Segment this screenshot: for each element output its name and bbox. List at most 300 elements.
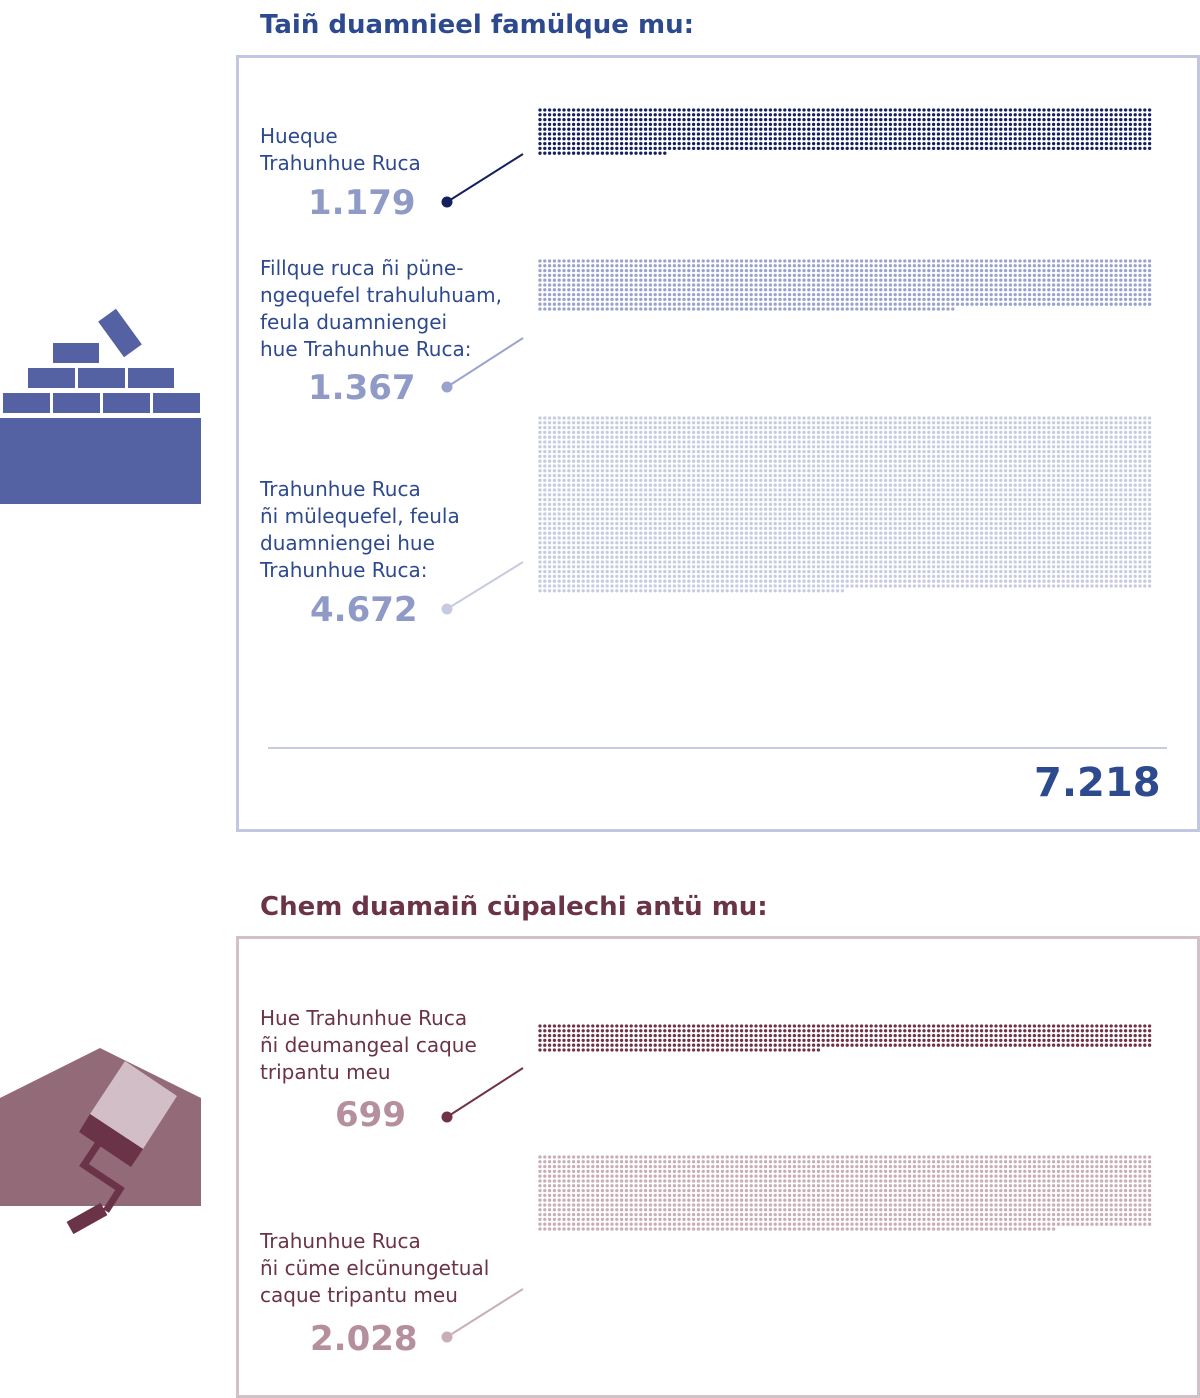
dot	[745, 421, 748, 424]
dot	[1052, 279, 1055, 282]
dot	[990, 455, 993, 458]
dot	[812, 137, 815, 140]
dot	[836, 123, 839, 126]
dot	[764, 431, 767, 434]
dot	[711, 113, 714, 116]
dot	[1095, 288, 1098, 291]
dot	[692, 498, 695, 501]
dot	[1014, 498, 1017, 501]
dot	[1086, 484, 1089, 487]
dot	[970, 474, 973, 477]
dot	[711, 259, 714, 262]
dot	[721, 118, 724, 121]
dot	[802, 298, 805, 301]
dot	[918, 460, 921, 463]
dot	[870, 259, 873, 262]
dot	[1100, 503, 1103, 506]
dot	[994, 503, 997, 506]
section1-title: Taiñ duamnieel famülque mu:	[260, 10, 694, 40]
dot	[985, 283, 988, 286]
dot	[1138, 450, 1141, 453]
dot	[716, 436, 719, 439]
dot	[711, 137, 714, 140]
dot	[1057, 298, 1060, 301]
dot	[817, 303, 820, 306]
dot	[764, 503, 767, 506]
dot	[946, 307, 949, 310]
dot	[615, 479, 618, 482]
dot	[548, 123, 551, 126]
dot	[922, 118, 925, 121]
dot	[1009, 113, 1012, 116]
dot	[970, 293, 973, 296]
dot	[1023, 137, 1026, 140]
dot	[1018, 269, 1021, 272]
dot	[591, 128, 594, 131]
dot	[918, 416, 921, 419]
dot	[769, 307, 772, 310]
value-s2-1: 2.028	[310, 1319, 418, 1359]
dot	[639, 288, 642, 291]
dot	[975, 137, 978, 140]
dot	[783, 503, 786, 506]
dot	[553, 460, 556, 463]
dot	[735, 421, 738, 424]
dot	[812, 259, 815, 262]
dot	[769, 484, 772, 487]
dot	[553, 118, 556, 121]
dot	[543, 288, 546, 291]
dot	[1071, 479, 1074, 482]
dot	[1009, 283, 1012, 286]
dot	[634, 259, 637, 262]
dot	[908, 488, 911, 491]
dot	[730, 440, 733, 443]
dot	[831, 108, 834, 111]
dot	[874, 307, 877, 310]
dot	[1033, 132, 1036, 135]
dot	[913, 137, 916, 140]
dot	[1038, 426, 1041, 429]
dot	[716, 303, 719, 306]
dot	[759, 132, 762, 135]
dot	[668, 421, 671, 424]
dot	[706, 288, 709, 291]
dot	[634, 488, 637, 491]
dot	[894, 269, 897, 272]
dot	[668, 293, 671, 296]
dot	[1042, 460, 1045, 463]
dot	[1062, 503, 1065, 506]
dot	[1052, 123, 1055, 126]
dot	[870, 118, 873, 121]
dot	[1028, 137, 1031, 140]
dot	[1129, 303, 1132, 306]
dot	[927, 259, 930, 262]
dot	[1038, 416, 1041, 419]
dot	[1143, 436, 1146, 439]
dot	[1105, 431, 1108, 434]
dot	[634, 279, 637, 282]
dot	[903, 137, 906, 140]
dot	[721, 421, 724, 424]
dot	[918, 303, 921, 306]
dot	[577, 426, 580, 429]
dot	[735, 307, 738, 310]
dot	[538, 142, 541, 145]
dot	[798, 298, 801, 301]
dot	[586, 113, 589, 116]
dot	[994, 479, 997, 482]
dot	[798, 132, 801, 135]
dot	[961, 108, 964, 111]
dot	[558, 132, 561, 135]
dot	[812, 426, 815, 429]
dot	[769, 426, 772, 429]
dot	[745, 118, 748, 121]
dot	[702, 123, 705, 126]
dot	[764, 484, 767, 487]
dot	[802, 440, 805, 443]
dot	[1124, 128, 1127, 131]
dot	[889, 484, 892, 487]
dot	[932, 259, 935, 262]
dot	[620, 118, 623, 121]
dot	[1134, 469, 1137, 472]
dot	[1071, 503, 1074, 506]
dot	[994, 303, 997, 306]
dot	[553, 464, 556, 467]
dot	[634, 469, 637, 472]
dot	[1047, 431, 1050, 434]
dot	[1066, 269, 1069, 272]
dot	[1100, 283, 1103, 286]
dot	[855, 464, 858, 467]
dot	[850, 421, 853, 424]
dot	[846, 488, 849, 491]
dot	[975, 488, 978, 491]
dot	[970, 464, 973, 467]
dot	[740, 142, 743, 145]
dot	[860, 113, 863, 116]
dot	[1009, 128, 1012, 131]
dot	[913, 436, 916, 439]
dot	[826, 283, 829, 286]
dot	[553, 132, 556, 135]
dot	[990, 123, 993, 126]
dot	[553, 279, 556, 282]
dot	[582, 152, 585, 155]
dot	[922, 464, 925, 467]
dot	[562, 147, 565, 150]
dot	[822, 274, 825, 277]
dot	[1143, 464, 1146, 467]
dot	[807, 421, 810, 424]
dot	[1018, 426, 1021, 429]
dot	[802, 426, 805, 429]
dot	[745, 137, 748, 140]
dot	[913, 450, 916, 453]
dot	[865, 283, 868, 286]
dot	[846, 450, 849, 453]
dot	[918, 469, 921, 472]
dot	[538, 303, 541, 306]
dot	[783, 288, 786, 291]
dot	[946, 274, 949, 277]
dot	[942, 440, 945, 443]
dot	[874, 118, 877, 121]
dot	[745, 264, 748, 267]
dot	[783, 108, 786, 111]
dot	[1062, 264, 1065, 267]
dot	[951, 147, 954, 150]
dot	[577, 503, 580, 506]
dot	[817, 132, 820, 135]
dot	[836, 416, 839, 419]
dot	[1095, 279, 1098, 282]
dot	[1066, 469, 1069, 472]
dot	[1004, 108, 1007, 111]
dot	[961, 450, 964, 453]
dot	[774, 436, 777, 439]
dot	[956, 113, 959, 116]
dot	[610, 488, 613, 491]
dot	[774, 137, 777, 140]
dot	[538, 132, 541, 135]
dot	[1134, 137, 1137, 140]
dot	[644, 259, 647, 262]
dot	[750, 279, 753, 282]
dot	[562, 469, 565, 472]
dot	[610, 503, 613, 506]
dot	[553, 108, 556, 111]
dot	[548, 108, 551, 111]
dot	[1018, 431, 1021, 434]
dot	[970, 498, 973, 501]
dot	[937, 479, 940, 482]
dot	[802, 128, 805, 131]
dot	[966, 431, 969, 434]
dot	[553, 503, 556, 506]
dot	[1014, 431, 1017, 434]
dot	[596, 274, 599, 277]
dot	[663, 484, 666, 487]
dot	[572, 464, 575, 467]
dot	[706, 450, 709, 453]
dot	[946, 436, 949, 439]
dot	[807, 298, 810, 301]
dot	[711, 279, 714, 282]
dot	[798, 307, 801, 310]
dot	[831, 298, 834, 301]
dot	[999, 142, 1002, 145]
dot	[783, 293, 786, 296]
dot	[769, 479, 772, 482]
dot	[1062, 108, 1065, 111]
dot	[730, 137, 733, 140]
dot	[692, 469, 695, 472]
dot	[870, 147, 873, 150]
dot	[956, 484, 959, 487]
dot	[994, 269, 997, 272]
dot	[562, 498, 565, 501]
dot	[874, 503, 877, 506]
dot	[553, 484, 556, 487]
dot	[1095, 464, 1098, 467]
dot	[702, 488, 705, 491]
dot	[687, 474, 690, 477]
dot	[966, 123, 969, 126]
dot	[558, 450, 561, 453]
dot	[884, 123, 887, 126]
dot	[682, 137, 685, 140]
dot	[1114, 269, 1117, 272]
dot	[778, 503, 781, 506]
dot	[639, 498, 642, 501]
dot	[687, 421, 690, 424]
dot	[702, 421, 705, 424]
dot	[994, 426, 997, 429]
dot	[1004, 426, 1007, 429]
dot	[1110, 259, 1113, 262]
dot	[985, 421, 988, 424]
dot	[687, 132, 690, 135]
dot	[865, 484, 868, 487]
dot	[706, 493, 709, 496]
dot	[663, 113, 666, 116]
dot	[1129, 298, 1132, 301]
dot	[990, 488, 993, 491]
dot	[1033, 460, 1036, 463]
dot	[548, 118, 551, 121]
dot	[1042, 274, 1045, 277]
dot	[543, 269, 546, 272]
dot	[1042, 479, 1045, 482]
dot	[1105, 279, 1108, 282]
dot	[937, 488, 940, 491]
dot	[1095, 421, 1098, 424]
dot	[663, 445, 666, 448]
dot	[654, 152, 657, 155]
dot	[1129, 293, 1132, 296]
dot	[860, 426, 863, 429]
dot	[774, 288, 777, 291]
dot	[798, 279, 801, 282]
dot	[1110, 123, 1113, 126]
dot	[639, 440, 642, 443]
dot	[1076, 436, 1079, 439]
dot	[572, 421, 575, 424]
dot	[692, 440, 695, 443]
dot	[553, 293, 556, 296]
dot	[1014, 113, 1017, 116]
dot	[865, 436, 868, 439]
dot	[1095, 142, 1098, 145]
dot	[822, 142, 825, 145]
dot	[639, 450, 642, 453]
dot	[831, 484, 834, 487]
dot	[582, 479, 585, 482]
dot	[726, 269, 729, 272]
dot	[1033, 137, 1036, 140]
dot	[735, 108, 738, 111]
dot	[543, 132, 546, 135]
dot	[625, 479, 628, 482]
dot	[562, 426, 565, 429]
dot	[596, 479, 599, 482]
dot	[649, 108, 652, 111]
dot	[1143, 440, 1146, 443]
dot	[610, 137, 613, 140]
dot	[870, 474, 873, 477]
dot	[706, 113, 709, 116]
dot	[1119, 123, 1122, 126]
dot	[706, 264, 709, 267]
dot	[961, 469, 964, 472]
dot	[807, 293, 810, 296]
dot	[1119, 426, 1122, 429]
dot	[1134, 450, 1137, 453]
dot	[726, 488, 729, 491]
dot	[841, 445, 844, 448]
dot	[956, 416, 959, 419]
dot	[879, 259, 882, 262]
dot	[1038, 436, 1041, 439]
dot	[1042, 440, 1045, 443]
dot	[711, 288, 714, 291]
dot	[663, 460, 666, 463]
dot	[1143, 283, 1146, 286]
dot	[826, 123, 829, 126]
dot	[798, 493, 801, 496]
dot	[802, 479, 805, 482]
dot	[591, 431, 594, 434]
dot	[1028, 118, 1031, 121]
dot	[946, 147, 949, 150]
dot	[1090, 279, 1093, 282]
dot	[898, 445, 901, 448]
dot	[836, 426, 839, 429]
dot	[783, 455, 786, 458]
dot	[634, 464, 637, 467]
dot	[884, 298, 887, 301]
dot	[601, 474, 604, 477]
dot	[553, 128, 556, 131]
dot	[1114, 421, 1117, 424]
dot	[865, 421, 868, 424]
dot	[855, 269, 858, 272]
dot	[1018, 503, 1021, 506]
dot	[668, 460, 671, 463]
dot	[658, 293, 661, 296]
dot	[903, 469, 906, 472]
dot	[1081, 493, 1084, 496]
dot	[836, 128, 839, 131]
dot	[1057, 493, 1060, 496]
dot	[894, 455, 897, 458]
dot	[591, 108, 594, 111]
dot	[831, 421, 834, 424]
dot	[1105, 288, 1108, 291]
dot	[913, 431, 916, 434]
dot	[663, 474, 666, 477]
dot	[778, 288, 781, 291]
dot	[663, 108, 666, 111]
dot	[903, 421, 906, 424]
dot	[1038, 283, 1041, 286]
dot	[730, 455, 733, 458]
dot	[1134, 421, 1137, 424]
